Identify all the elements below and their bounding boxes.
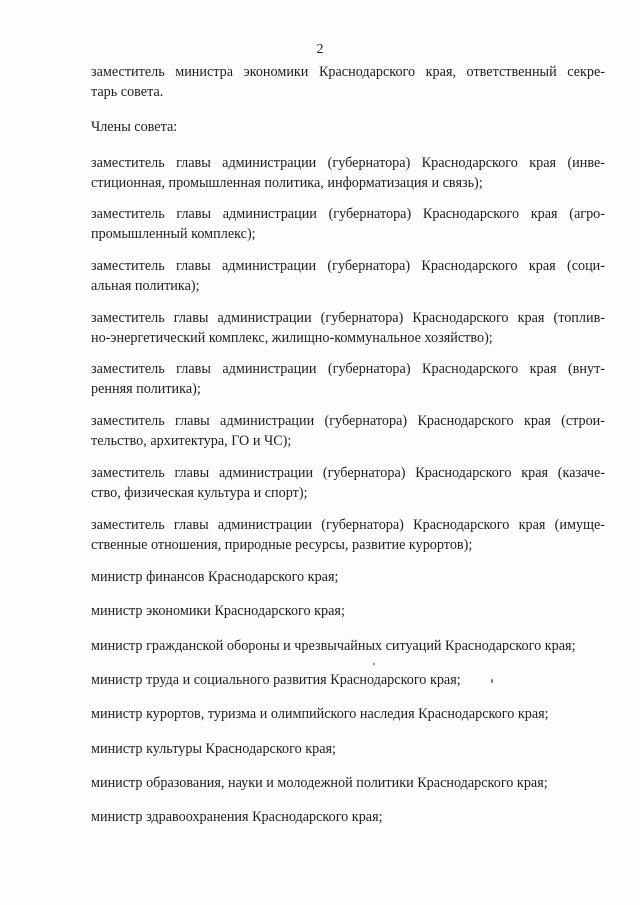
- member-line-2: ственные отношения, природные ресурсы, развитие курортов);: [91, 537, 473, 553]
- member-line-1: заместитель главы администрации (губернатора) Краснодарского края (строи-: [91, 413, 605, 429]
- member-line-1: заместитель главы администрации (губернатора) Краснодарского края (имуще-: [91, 517, 605, 533]
- intro-line-1: заместитель министра экономики Краснодарского края, ответственный секре-: [91, 64, 605, 80]
- minister-line: министр экономики Краснодарского края;: [91, 603, 345, 619]
- member-line-1: заместитель главы администрации (губернатора) Краснодарского края (внут-: [91, 361, 605, 377]
- intro-line-2: тарь совета.: [91, 84, 164, 100]
- members-heading: Члены совета:: [91, 119, 178, 135]
- minister-line: министр культуры Краснодарского края;: [91, 741, 336, 757]
- minister-line: министр образования, науки и молодежной политики Краснодарского края;: [91, 775, 548, 791]
- scan-speck: [491, 679, 493, 683]
- member-paragraph: [91, 411, 605, 451]
- minister-line: министр курортов, туризма и олимпийского наследия Краснодарского края;: [91, 706, 549, 722]
- member-paragraph: [91, 153, 605, 193]
- member-paragraph: [91, 256, 605, 296]
- member-line-2: альная политика);: [91, 278, 200, 294]
- page-number: 2: [316, 42, 324, 57]
- member-line-2: промышленный комплекс);: [91, 226, 256, 242]
- minister-line: министр гражданской обороны и чрезвычайных ситуаций Краснодарского края;: [91, 638, 576, 654]
- member-line-2: тельство, архитектура, ГО и ЧС);: [91, 433, 292, 449]
- member-paragraph: [91, 204, 605, 244]
- member-line-2: ство, физическая культура и спорт);: [91, 485, 308, 501]
- member-line-1: заместитель главы администрации (губернатора) Краснодарского края (соци-: [91, 258, 605, 274]
- member-line-1: заместитель главы администрации (губернатора) Краснодарского края (инве-: [91, 155, 605, 171]
- intro-paragraph: [91, 62, 605, 102]
- member-paragraph: [91, 463, 605, 503]
- minister-line: министр труда и социального развития Краснодарского края;: [91, 672, 461, 688]
- member-line-2: стиционная, промышленная политика, информатизация и связь);: [91, 175, 483, 191]
- member-paragraph: [91, 515, 605, 555]
- minister-line: министр финансов Краснодарского края;: [91, 569, 339, 585]
- scan-speck: [373, 663, 375, 665]
- member-paragraph: [91, 308, 605, 348]
- member-line-2: ренняя политика);: [91, 381, 201, 397]
- member-line-2: но-энергетический комплекс, жилищно-коммунальное хозяйство);: [91, 330, 493, 346]
- member-paragraph: [91, 359, 605, 399]
- member-line-1: заместитель главы администрации (губернатора) Краснодарского края (казаче-: [91, 465, 605, 481]
- minister-line: министр здравоохранения Краснодарского края;: [91, 809, 383, 825]
- member-line-1: заместитель главы администрации (губернатора) Краснодарского края (агро-: [91, 206, 605, 222]
- member-line-1: заместитель главы администрации (губернатора) Краснодарского края (топлив-: [91, 310, 605, 326]
